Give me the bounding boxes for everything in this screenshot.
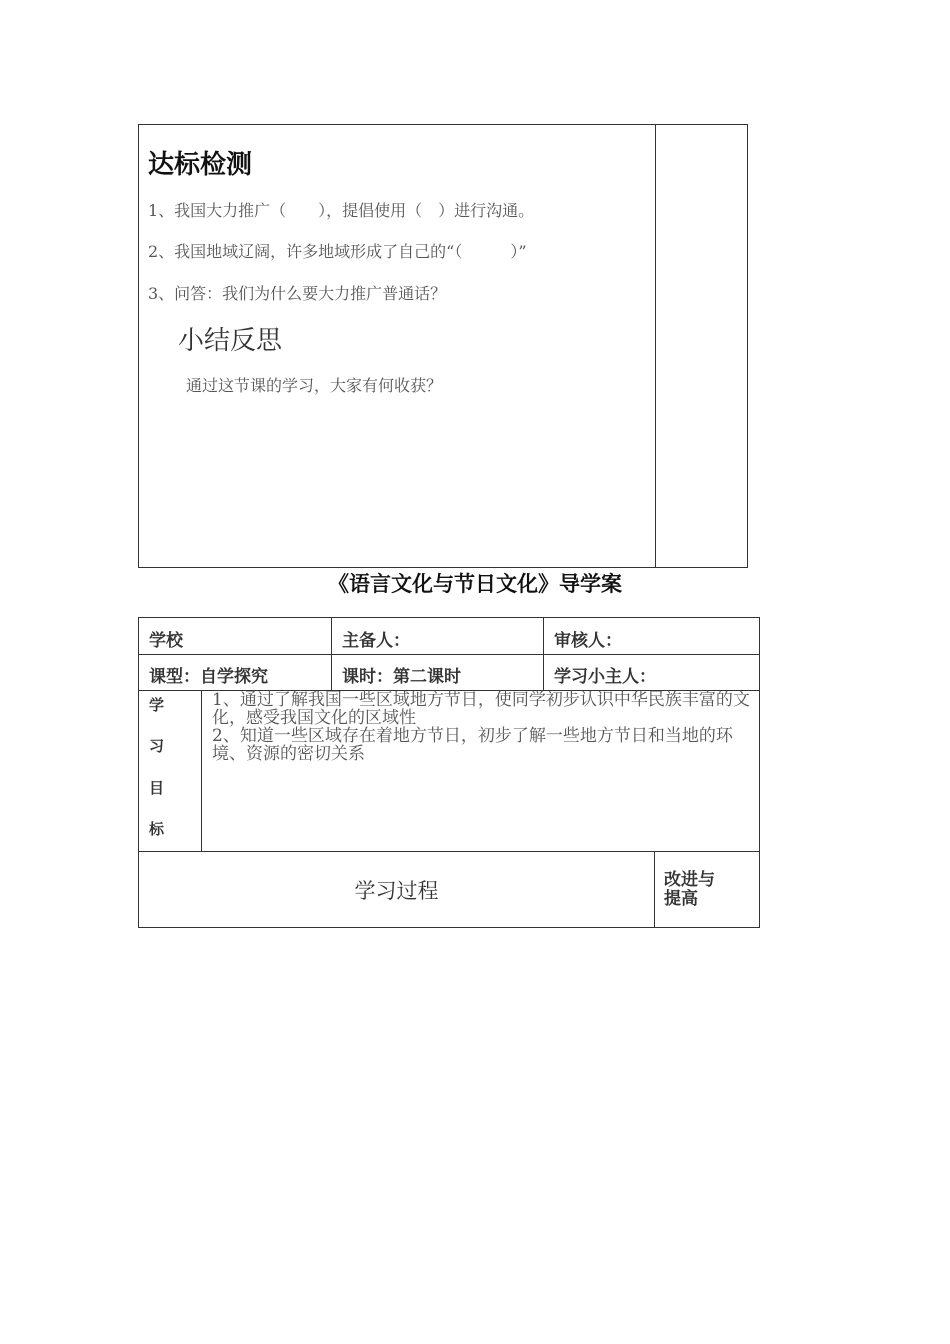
goals-label-char-2: 习 bbox=[149, 737, 165, 755]
student-host-cell bbox=[543, 654, 760, 691]
improve-label: 改进与提高 bbox=[664, 870, 715, 909]
goals-label-char-1: 学 bbox=[149, 696, 165, 714]
goals-label-cell bbox=[138, 690, 202, 852]
goals-label-char-3: 目 bbox=[149, 779, 165, 797]
preparer-label: 主备人： bbox=[342, 631, 410, 651]
process-cell bbox=[138, 851, 655, 928]
school-label: 学校 bbox=[149, 631, 183, 651]
lesson-type-cell bbox=[138, 654, 332, 691]
document-title: 《语言文化与节日文化》导学案 bbox=[328, 572, 622, 596]
summary-prompt: 通过这节课的学习，大家有何收获？ bbox=[186, 376, 443, 395]
school-cell bbox=[138, 617, 332, 655]
check-question-2: 2、我国地域辽阔，许多地域形成了自己的“（ ）” bbox=[148, 242, 527, 261]
student-host-label: 学习小主人： bbox=[554, 667, 656, 687]
goals-text bbox=[212, 691, 752, 763]
goals-content-cell bbox=[201, 690, 760, 852]
check-question-1: 1、我国大力推广（ ），提倡使用（ ）进行沟通。 bbox=[148, 201, 535, 220]
check-section-title: 达标检测 bbox=[148, 150, 253, 180]
goal-item-2: 2、知道一些区域存在着地方节日，初步了解一些地方节日和当地的环境、资源的密切关系 bbox=[212, 726, 733, 764]
box-column-divider bbox=[655, 125, 656, 567]
period-label: 课时：第二课时 bbox=[342, 667, 461, 687]
goal-item-1: 1、通过了解我国一些区域地方节日，使同学初步认识中华民族丰富的文化，感受我国文化的区域性 bbox=[212, 690, 750, 728]
process-title: 学习过程 bbox=[354, 879, 439, 903]
preparer-cell bbox=[331, 617, 544, 655]
check-question-3: 3、问答：我们为什么要大力推广普通话？ bbox=[148, 284, 447, 303]
reviewer-cell bbox=[543, 617, 760, 655]
goals-label-char-4: 标 bbox=[149, 820, 165, 838]
reviewer-label: 审核人： bbox=[554, 631, 622, 651]
summary-section-title: 小结反思 bbox=[178, 326, 283, 356]
period-cell bbox=[331, 654, 544, 691]
lesson-type-label: 课型：自学探究 bbox=[149, 667, 268, 687]
improve-cell bbox=[654, 851, 760, 928]
